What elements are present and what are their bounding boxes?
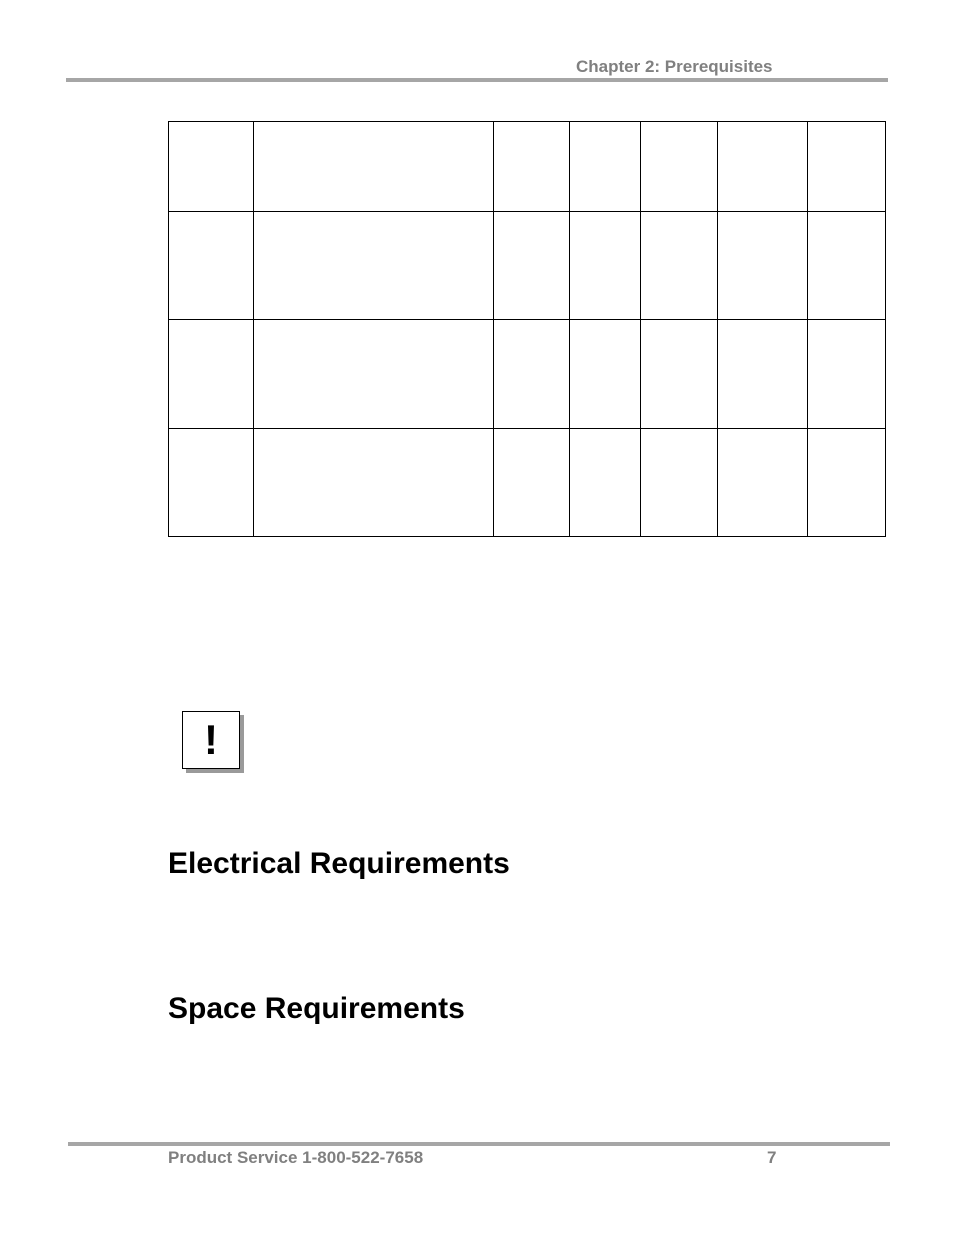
table-row: [169, 122, 886, 212]
table-cell: [169, 320, 254, 429]
table-cell: [254, 212, 494, 320]
table-cell: [494, 122, 570, 212]
chapter-title: Chapter 2: Prerequisites: [576, 57, 773, 76]
table-row: [169, 320, 886, 429]
table-cell: [570, 212, 641, 320]
exclamation-icon: !: [204, 716, 218, 763]
table-cell: [808, 320, 886, 429]
page-number: 7: [767, 1148, 777, 1167]
table-cell: [718, 212, 808, 320]
table-cell: [254, 429, 494, 537]
electrical-requirements-heading: Electrical Requirements: [168, 847, 510, 880]
table-cell: [808, 122, 886, 212]
table-cell: [169, 212, 254, 320]
table-cell: [494, 212, 570, 320]
table-cell: [494, 429, 570, 537]
table-cell: [570, 429, 641, 537]
table-cell: [641, 122, 718, 212]
table-row: [169, 212, 886, 320]
table-cell: [641, 320, 718, 429]
table-cell: [254, 122, 494, 212]
footer-rule: [68, 1142, 890, 1146]
table-cell: [808, 212, 886, 320]
header-rule: [66, 78, 888, 82]
table-cell: [169, 429, 254, 537]
caution-box: [182, 711, 240, 769]
table-cell: [570, 122, 641, 212]
table-cell: [169, 122, 254, 212]
table-cell: [254, 320, 494, 429]
spec-table: [168, 121, 886, 537]
table-cell: [718, 320, 808, 429]
table-cell: [718, 429, 808, 537]
table-cell: [494, 320, 570, 429]
table-row: [169, 429, 886, 537]
table-cell: [808, 429, 886, 537]
product-service-line: Product Service 1-800-522-7658: [168, 1148, 424, 1167]
table-cell: [570, 320, 641, 429]
space-requirements-heading: Space Requirements: [168, 992, 465, 1025]
table-cell: [718, 122, 808, 212]
table-cell: [641, 429, 718, 537]
table-cell: [641, 212, 718, 320]
